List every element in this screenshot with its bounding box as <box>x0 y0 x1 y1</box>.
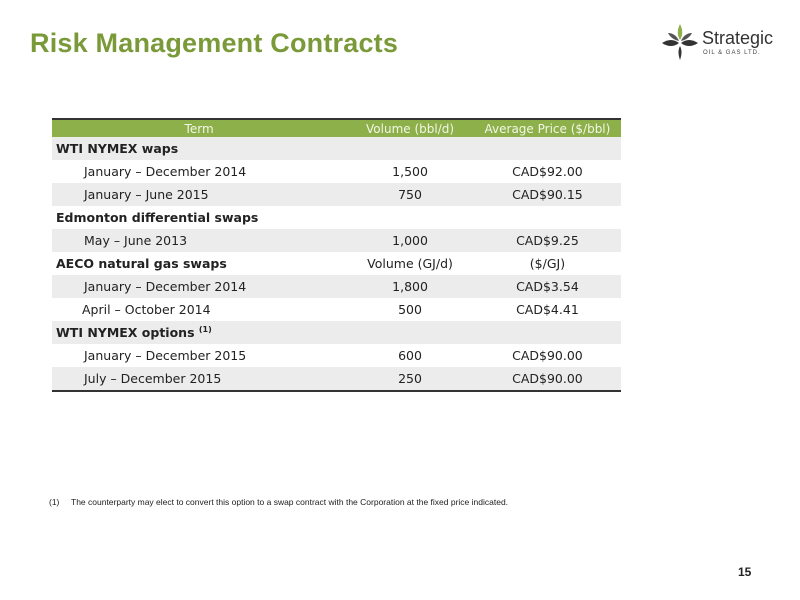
row-price: CAD$3.54 <box>474 275 621 298</box>
section-row <box>52 252 621 275</box>
row-price: CAD$9.25 <box>474 229 621 252</box>
row-price: CAD$90.15 <box>474 183 621 206</box>
row-term: May – June 2013 <box>52 229 346 252</box>
company-logo <box>660 22 790 66</box>
row-volume: Volume (GJ/d) <box>367 256 453 271</box>
table-row <box>52 367 621 391</box>
row-price: CAD$92.00 <box>512 164 583 179</box>
row-term: January – December 2014 <box>52 275 346 298</box>
logo-wordmark: Strategic <box>702 28 774 48</box>
table-row <box>52 229 621 252</box>
footnote <box>49 497 508 507</box>
table-row <box>52 275 621 298</box>
header-price: Average Price ($/bbl) <box>474 119 621 137</box>
row-volume: 600 <box>398 348 422 363</box>
row-volume <box>346 321 474 344</box>
footnote-text: The counterparty may elect to convert this option to a swap contract with the Corporation at the fixed price indicated. <box>71 497 509 507</box>
row-price: CAD$4.41 <box>516 302 579 317</box>
row-volume: 250 <box>346 367 474 391</box>
page-title: Risk Management Contracts <box>30 28 399 58</box>
logo-leaf-icon <box>660 22 700 64</box>
row-term: January – December 2014 <box>84 164 247 179</box>
section-term: WTI NYMEX waps <box>52 137 346 160</box>
section-row <box>52 321 621 344</box>
table-row <box>52 160 621 183</box>
footnote-ref: (1) <box>198 325 212 334</box>
table-row <box>52 183 621 206</box>
row-volume: 1,000 <box>346 229 474 252</box>
row-price <box>474 137 621 160</box>
row-term: January – December 2015 <box>84 348 247 363</box>
row-price: CAD$90.00 <box>474 367 621 391</box>
section-term-text: WTI NYMEX options <box>56 325 195 340</box>
row-volume: 1,800 <box>346 275 474 298</box>
logo-subtitle: OIL & GAS LTD. <box>703 50 761 56</box>
table-header-row <box>52 119 621 137</box>
table-row <box>52 298 621 321</box>
row-price <box>474 321 621 344</box>
table-row <box>52 344 621 367</box>
row-price: CAD$90.00 <box>512 348 583 363</box>
section-term: AECO natural gas swaps <box>56 256 227 271</box>
section-row <box>52 137 621 160</box>
row-term: January – June 2015 <box>52 183 346 206</box>
row-volume: 1,500 <box>392 164 428 179</box>
row-volume <box>346 206 474 229</box>
header-term: Term <box>52 119 346 137</box>
row-volume: 750 <box>346 183 474 206</box>
row-term: April – October 2014 <box>82 302 211 317</box>
page-number: 15 <box>738 565 752 579</box>
row-volume: 500 <box>398 302 422 317</box>
row-price <box>474 206 621 229</box>
section-term: Edmonton differential swaps <box>56 210 259 225</box>
section-row <box>52 206 621 229</box>
header-volume: Volume (bbl/d) <box>346 119 474 137</box>
section-term <box>52 321 346 344</box>
row-price: ($/GJ) <box>529 256 566 271</box>
row-volume <box>346 137 474 160</box>
row-term: July – December 2015 <box>52 367 346 391</box>
contracts-table <box>52 118 621 392</box>
footnote-number: (1) <box>49 497 60 507</box>
